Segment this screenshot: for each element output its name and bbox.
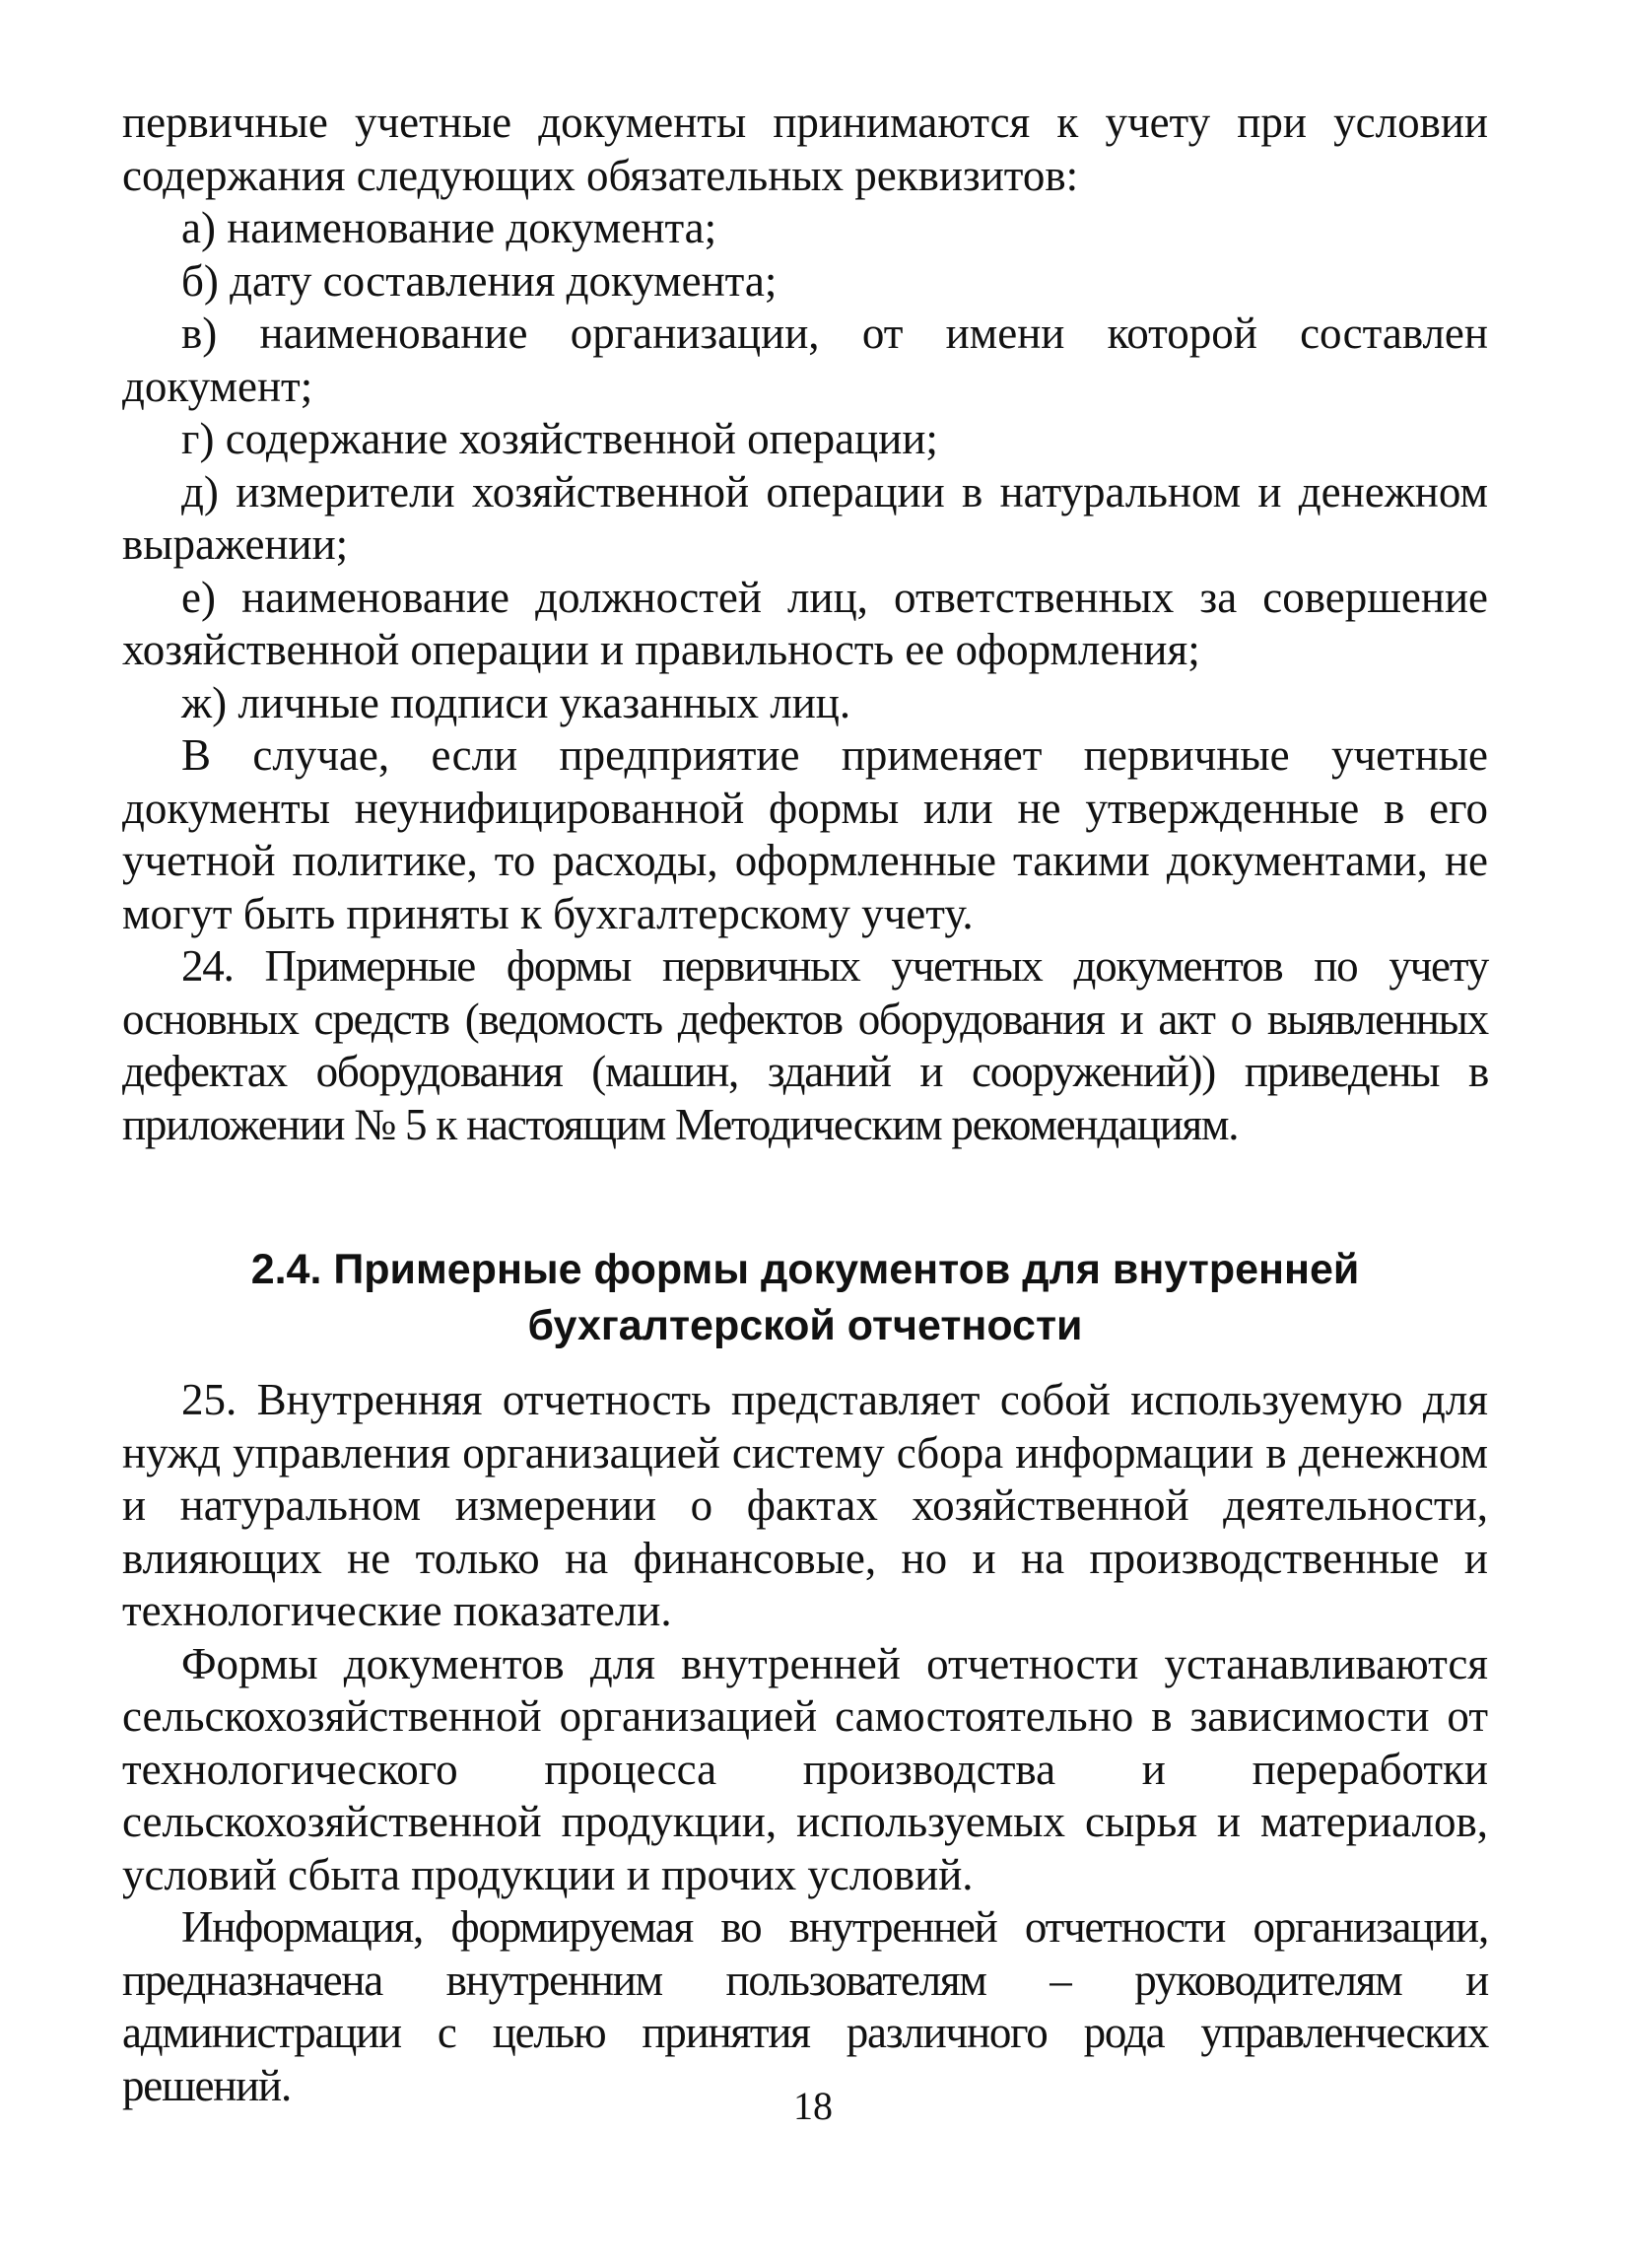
requisite-item-d: г) содержание хозяйственной операции;	[181, 414, 938, 463]
paragraph-25: 25. Внутренняя отчетность представляет собой используемую для нужд управления организацией систему сбора информации в денежном и натуральном измерении о фактах хозяйственной деятельности, влияющих не только на финансовые, но и на производственные и технологические показатели.	[122, 1375, 1488, 1635]
body-text-bottom	[122, 1374, 1488, 2112]
body-text-top	[122, 97, 1488, 1151]
section-title-line-1: 2.4. Примерные формы документов для внутренней	[250, 1246, 1360, 1293]
requisite-item-c: в) наименование организации, от имени которой составлен документ;	[122, 309, 1488, 411]
intro-paragraph: первичные учетные документы принимаются к учету при условии содержания следующих обязательных реквизитов:	[122, 98, 1488, 200]
paragraph-24: 24. Примерные формы первичных учетных документов по учету основных средств (ведомость дефектов оборудования и акт о выявленных дефектах оборудования (машин, зданий и сооружений)) приведены в приложении № 5 к настоящим Методическим рекомендациям.	[122, 941, 1488, 1149]
requisite-item-b: б) дату составления документа;	[181, 255, 778, 306]
page-number: 18	[793, 2084, 833, 2128]
paragraph-forms: Формы документов для внутренней отчетности устанавливаются сельскохозяйственной организацией самостоятельно в зависимости от технологического процесса производства и переработки сельскохозяйственной продукции, используемых сырья и материалов, условий сбыта продукции и прочих условий.	[122, 1638, 1488, 1899]
requisite-item-g: ж) личные подписи указанных лиц.	[181, 677, 851, 727]
case-paragraph: В случае, если предприятие применяет первичные учетные документы неунифицированной формы или не утвержденные в его учетной политике, то расходы, оформленные такими документами, не могут быть приняты к бухгалтерскому учету.	[122, 730, 1488, 938]
section-heading	[122, 1242, 1488, 1354]
paragraph-info: Информация, формируемая во внутренней отчетности организации, предназначена внутренним пользователям – руководителям и администрации с целью принятия различного рода управленческих решений.	[122, 1902, 1488, 2110]
section-title-line-2: бухгалтерской отчетности	[527, 1302, 1083, 1349]
requisite-item-e: д) измерители хозяйственной операции в натуральном и денежном выражении;	[122, 466, 1488, 569]
requisite-item-a: а) наименование документа;	[181, 203, 717, 252]
requisite-item-f: е) наименование должностей лиц, ответственных за совершение хозяйственной операции и правильность ее оформления;	[122, 572, 1488, 674]
